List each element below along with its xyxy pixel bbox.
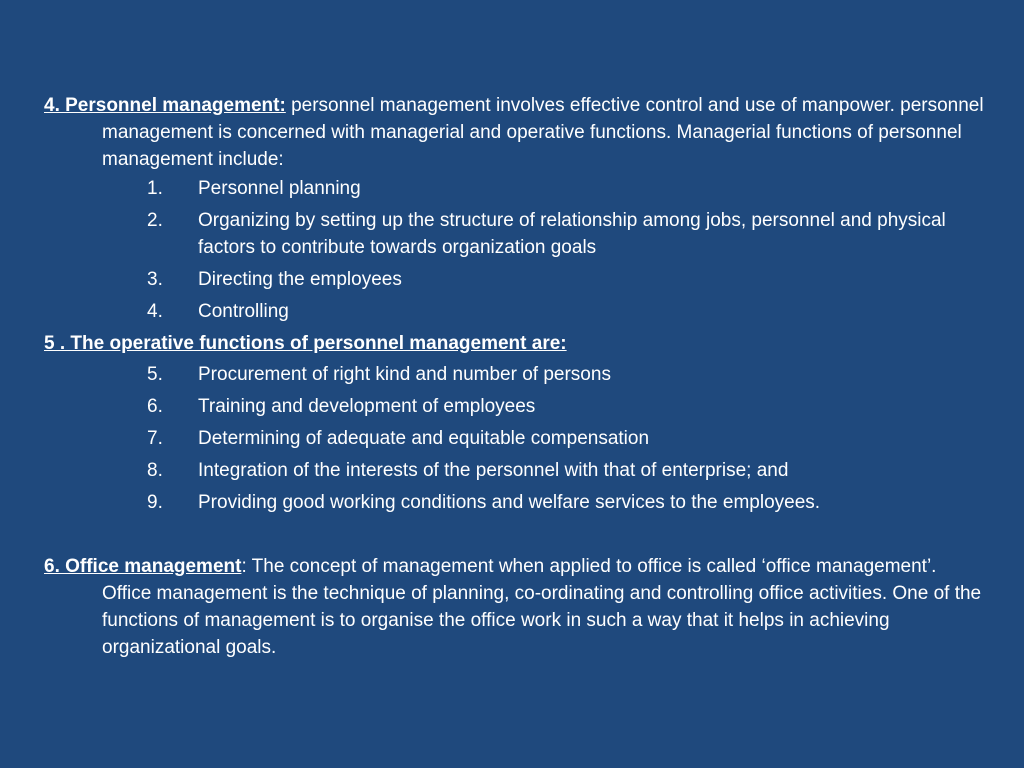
list-item (44, 393, 984, 420)
section-body-personnel-management: personnel management involves effective control and use of manpower. personnel management is concerned with managerial and operative functions. Managerial functions of personnel management include: (102, 95, 984, 170)
section-heading-personnel-management: 4. Personnel management: (44, 95, 286, 116)
list-item (44, 361, 984, 388)
section-heading-office-management: 6. Office management (44, 556, 242, 577)
list-item-number: 3. (147, 269, 163, 290)
section-office-management (44, 553, 984, 661)
list-item-text: Determining of adequate and equitable compensation (198, 428, 650, 449)
section-heading-operative-functions: 5 . The operative functions of personnel management are: (44, 333, 567, 354)
slide-content (44, 92, 984, 661)
list-item (44, 175, 984, 202)
list-item-text: Procurement of right kind and number of persons (198, 364, 611, 385)
list-item-text: Providing good working conditions and welfare services to the employees. (198, 492, 821, 513)
list-item (44, 298, 984, 325)
list-item-number: 7. (147, 428, 163, 449)
list-item-number: 4. (147, 301, 163, 322)
list-item (44, 489, 984, 516)
list-item-number: 1. (147, 178, 163, 199)
managerial-functions-list (44, 175, 984, 325)
list-item-text: Directing the employees (198, 269, 402, 290)
list-item-number: 6. (147, 396, 163, 417)
section-personnel-management (44, 92, 984, 173)
list-item-text: Training and development of employees (198, 396, 536, 417)
list-item (44, 207, 984, 261)
list-item-text: Controlling (198, 301, 289, 322)
list-item-number: 5. (147, 364, 163, 385)
list-item-text: Personnel planning (198, 178, 361, 199)
list-item (44, 457, 984, 484)
section-body-office-management: : The concept of management when applied to office is called ‘office management’. Office management is the technique of planning, co-ordinating and controlling office activities. One of the functions of management is to organise the office work in such a way that it helps in achieving organizational goals. (102, 556, 982, 658)
list-item-number: 2. (147, 210, 163, 231)
list-item (44, 266, 984, 293)
list-item-text: Organizing by setting up the structure of relationship among jobs, personnel and physical factors to contribute towards organization goals (198, 210, 946, 258)
spacer (44, 521, 984, 553)
list-item-number: 9. (147, 492, 163, 513)
list-item-number: 8. (147, 460, 163, 481)
list-item-text: Integration of the interests of the personnel with that of enterprise; and (198, 460, 789, 481)
list-item (44, 425, 984, 452)
operative-functions-list (44, 361, 984, 516)
